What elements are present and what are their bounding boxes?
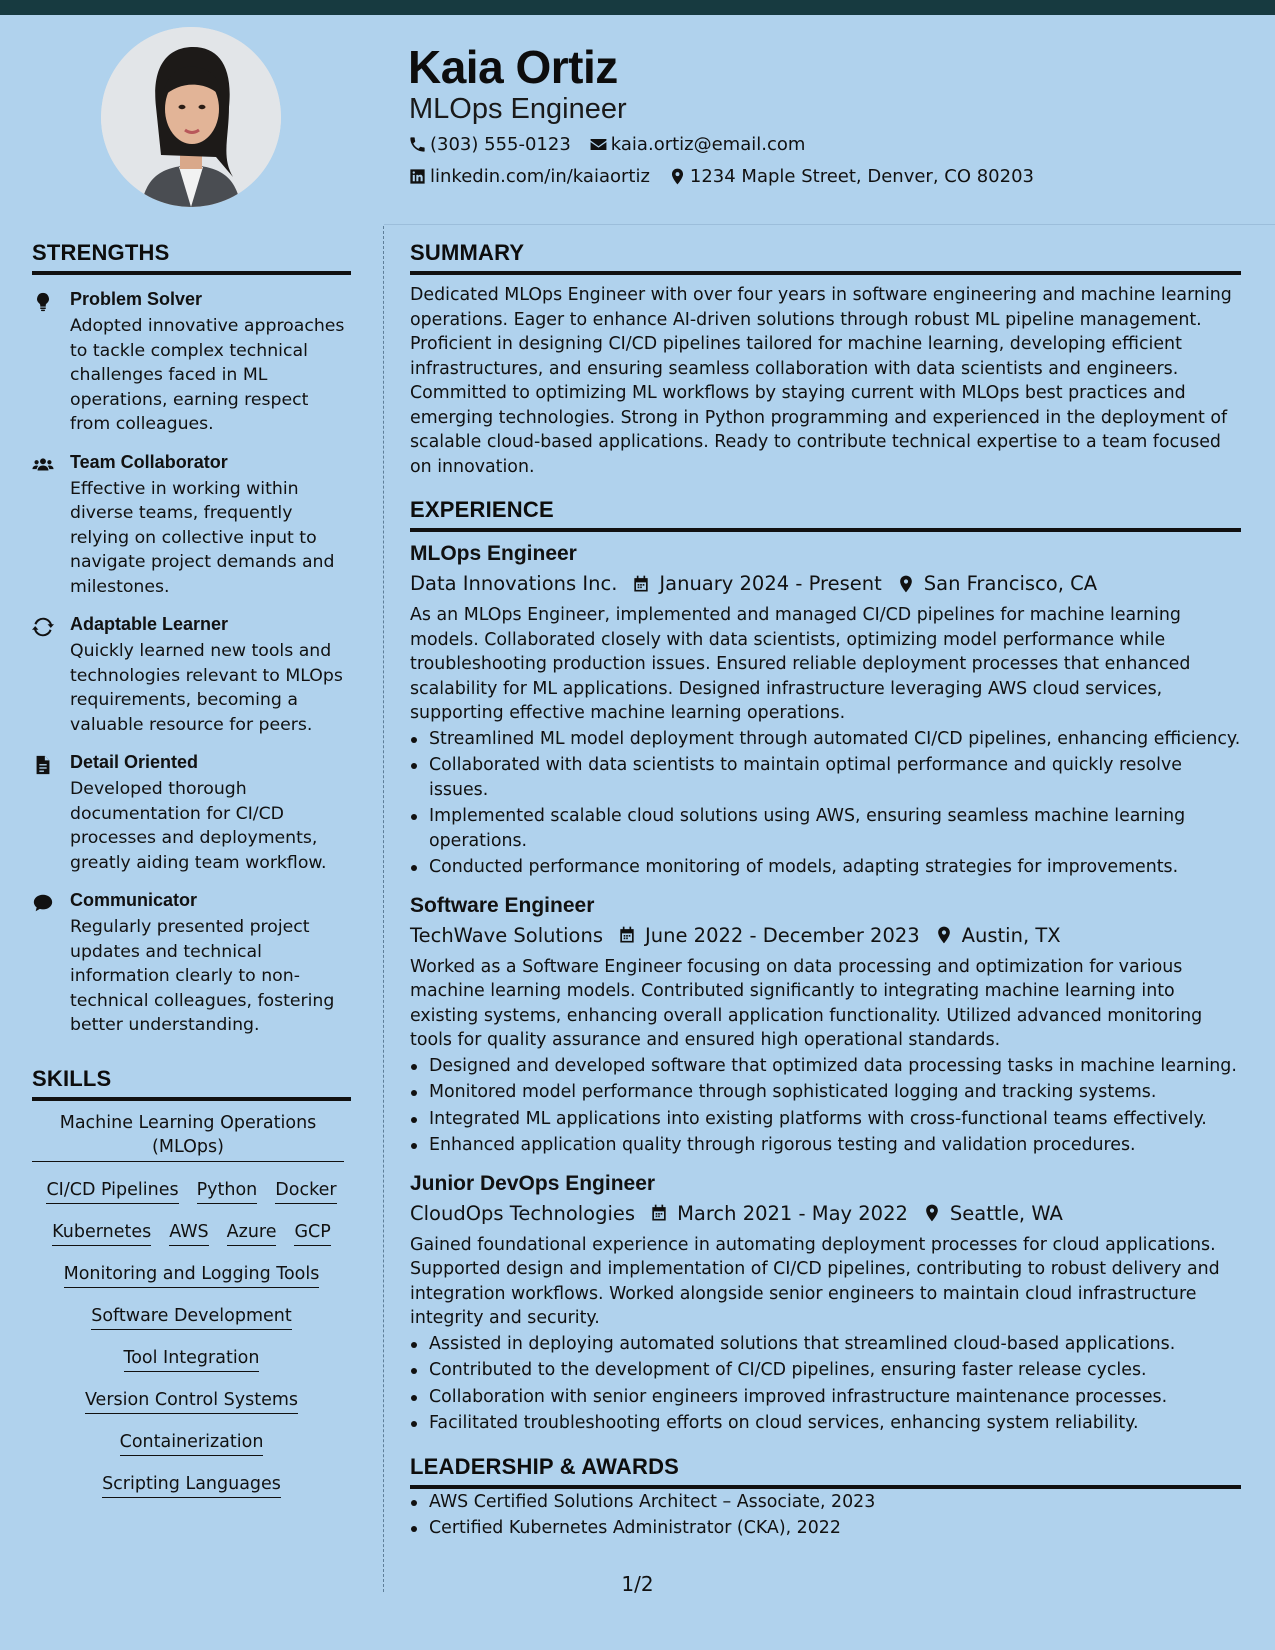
job-company: CloudOps Technologies xyxy=(410,1201,636,1225)
skill-tag: Kubernetes xyxy=(52,1222,151,1246)
candidate-title: MLOps Engineer xyxy=(409,93,627,125)
job-entry xyxy=(410,1172,1241,1436)
envelope-icon xyxy=(589,135,608,154)
skill-row xyxy=(32,1348,351,1372)
skill-tag: AWS xyxy=(169,1222,208,1246)
job-description: As an MLOps Engineer, implemented and managed CI/CD pipelines for machine learning models. Collaborated closely with data scientists, optimizing model performance while troubleshooting production issues. Ensured reliable deployment processes that enhanced scalability for ML applications. Designed infrastructure leveraging AWS cloud services, supporting effective machine learning operations. xyxy=(410,605,1191,723)
map-pin-icon xyxy=(896,574,916,594)
skill-row xyxy=(32,1432,351,1456)
map-pin-icon xyxy=(922,1203,942,1223)
list-item: Integrated ML applications into existing platforms with cross-functional teams effectively. xyxy=(410,1107,1241,1132)
strength-desc: Adopted innovative approaches to tackle complex technical challenges faced in ML operations, earning respect from colleagues. xyxy=(70,316,345,434)
linkedin-contact[interactable] xyxy=(408,166,650,187)
job-title: Software Engineer xyxy=(410,893,595,917)
skill-tag: Tool Integration xyxy=(124,1348,260,1372)
skill-tag: GCP xyxy=(294,1222,330,1246)
job-dates: March 2021 - May 2022 xyxy=(677,1201,908,1225)
contact-row-2 xyxy=(408,166,1052,187)
profile-photo xyxy=(101,27,281,207)
speech-bubble-icon xyxy=(32,892,54,914)
strength-item xyxy=(32,452,351,600)
strength-title: Problem Solver xyxy=(70,289,203,309)
skill-tag: Containerization xyxy=(120,1432,264,1456)
top-accent-bar xyxy=(0,0,1275,15)
address-contact xyxy=(668,166,1034,187)
phone-text: (303) 555-0123 xyxy=(430,134,571,155)
skill-row xyxy=(32,1474,351,1498)
skill-tag: Scripting Languages xyxy=(102,1474,281,1498)
job-company: TechWave Solutions xyxy=(410,923,603,947)
strengths-list xyxy=(32,289,351,1038)
list-item: Contributed to the development of CI/CD pipelines, ensuring faster release cycles. xyxy=(410,1358,1241,1383)
left-column xyxy=(32,240,351,1498)
awards-heading: LEADERSHIP & AWARDS xyxy=(410,1454,1241,1489)
phone-icon xyxy=(408,135,427,154)
list-item: Streamlined ML model deployment through automated CI/CD pipelines, enhancing efficiency. xyxy=(410,727,1241,752)
column-divider xyxy=(383,226,384,1592)
list-item: Assisted in deploying automated solutions that streamlined cloud-based applications. xyxy=(410,1332,1241,1357)
awards-list xyxy=(410,1490,1241,1541)
skill-tag: CI/CD Pipelines xyxy=(46,1180,178,1204)
contact-row-1 xyxy=(408,134,823,155)
job-meta xyxy=(410,572,1241,595)
calendar-icon xyxy=(631,574,651,594)
list-item: Certified Kubernetes Administrator (CKA), 2022 xyxy=(410,1516,1241,1541)
job-dates: June 2022 - December 2023 xyxy=(645,923,920,947)
users-icon xyxy=(32,454,54,476)
skill-row xyxy=(32,1264,351,1288)
calendar-icon xyxy=(649,1203,669,1223)
job-company: Data Innovations Inc. xyxy=(410,572,618,595)
job-description: Worked as a Software Engineer focusing on data processing and optimization for various machine learning models. Contributed significantly to integrating machine learning into existing systems, enhancing overall application functionality. Utilized advanced monitoring tools for quality assurance and ensured high operational standards. xyxy=(410,956,1203,1050)
job-title: Junior DevOps Engineer xyxy=(410,1171,656,1195)
job-location: Seattle, WA xyxy=(949,1201,1063,1225)
list-item: Enhanced application quality through rigorous testing and validation procedures. xyxy=(410,1133,1241,1158)
skill-tag: Python xyxy=(197,1180,258,1204)
skill-row xyxy=(32,1306,351,1330)
candidate-name: Kaia Ortiz xyxy=(408,41,618,93)
list-item: Collaborated with data scientists to maintain optimal performance and quickly resolve issues. xyxy=(410,753,1241,802)
skills-heading: SKILLS xyxy=(32,1066,351,1101)
skill-row xyxy=(32,1390,351,1414)
strength-desc: Regularly presented project updates and technical information clearly to non-technical colleagues, fostering better understanding. xyxy=(70,917,335,1035)
list-item: Implemented scalable cloud solutions using AWS, ensuring seamless machine learning operations. xyxy=(410,804,1241,853)
strength-title: Adaptable Learner xyxy=(70,614,229,634)
address-text: 1234 Maple Street, Denver, CO 80203 xyxy=(689,166,1034,187)
job-location: Austin, TX xyxy=(961,923,1061,947)
strength-desc: Effective in working within diverse teams, frequently relying on collective input to navigate project demands and milestones. xyxy=(70,478,335,597)
email-contact[interactable] xyxy=(589,134,806,155)
phone-contact[interactable] xyxy=(408,134,571,155)
experience-heading: EXPERIENCE xyxy=(410,497,1241,532)
summary-heading: SUMMARY xyxy=(410,240,1241,275)
skill-tag: Azure xyxy=(227,1222,277,1246)
calendar-icon xyxy=(617,925,637,945)
list-item: AWS Certified Solutions Architect – Associate, 2023 xyxy=(410,1490,1241,1515)
skill-tag: Software Development xyxy=(91,1306,292,1330)
job-bullets xyxy=(410,727,1241,880)
skills-list xyxy=(32,1111,351,1498)
linkedin-icon xyxy=(408,167,427,186)
strength-item xyxy=(32,752,351,875)
email-text: kaia.ortiz@email.com xyxy=(610,134,806,155)
skill-tag: Version Control Systems xyxy=(85,1390,298,1414)
job-entry xyxy=(410,894,1241,1158)
strength-desc: Quickly learned new tools and technologies relevant to MLOps requirements, becoming a valuable resource for peers. xyxy=(70,641,343,735)
skill-tag: Machine Learning Operations (MLOps) xyxy=(32,1111,344,1162)
skill-row xyxy=(32,1222,351,1246)
right-column xyxy=(410,240,1241,1559)
job-meta xyxy=(410,924,1241,947)
strengths-heading: STRENGTHS xyxy=(32,240,351,275)
strength-desc: Developed thorough documentation for CI/CD processes and deployments, greatly aiding team workflow. xyxy=(70,779,327,873)
list-item: Monitored model performance through sophisticated logging and tracking systems. xyxy=(410,1080,1241,1105)
strength-title: Communicator xyxy=(70,890,198,910)
job-bullets xyxy=(410,1054,1241,1158)
list-item: Collaboration with senior engineers improved infrastructure maintenance processes. xyxy=(410,1385,1241,1410)
map-pin-icon xyxy=(668,167,687,186)
job-bullets xyxy=(410,1332,1241,1436)
strength-item xyxy=(32,614,351,737)
job-title: MLOps Engineer xyxy=(410,542,577,565)
map-pin-icon xyxy=(934,925,954,945)
lightbulb-icon xyxy=(32,291,54,313)
job-location: San Francisco, CA xyxy=(923,572,1098,595)
strength-title: Team Collaborator xyxy=(70,451,228,472)
awards-section xyxy=(410,1454,1241,1541)
skill-tag: Docker xyxy=(275,1180,336,1204)
refresh-icon xyxy=(32,616,54,638)
job-entry xyxy=(410,542,1241,880)
skill-tag: Monitoring and Logging Tools xyxy=(64,1264,320,1288)
strength-item xyxy=(32,890,351,1038)
job-meta xyxy=(410,1202,1241,1225)
header-divider xyxy=(384,224,1275,225)
job-dates: January 2024 - Present xyxy=(659,572,882,595)
experience-section xyxy=(410,497,1241,1436)
strength-item xyxy=(32,289,351,437)
page-number: 1/2 xyxy=(621,1572,654,1596)
list-item: Conducted performance monitoring of models, adapting strategies for improvements. xyxy=(410,855,1241,880)
summary-section xyxy=(410,240,1241,479)
list-item: Designed and developed software that optimized data processing tasks in machine learning. xyxy=(410,1054,1241,1079)
strength-title: Detail Oriented xyxy=(70,752,199,772)
list-item: Facilitated troubleshooting efforts on cloud services, enhancing system reliability. xyxy=(410,1411,1241,1436)
job-description: Gained foundational experience in automating deployment processes for cloud applications. Supported design and implementation of CI/CD pipelines, contributing to robust delivery and integration workflows. Worked alongside senior engineers to maintain cloud infrastructure integrity and security. xyxy=(410,1234,1220,1328)
summary-text: Dedicated MLOps Engineer with over four years in software engineering and machine learning operations. Eager to enhance AI-driven solutions through robust ML pipeline management. Proficient in designing CI/CD pipelines tailored for machine learning, developing efficient infrastructures, and ensuring seamless collaboration with data scientists and engineers. Committed to optimizing ML workflows by staying current with MLOps best practices and emerging technologies. Strong in Python programming and experienced in the deployment of scalable cloud-based applications. Ready to contribute technical expertise to a team focused on innovation. xyxy=(410,285,1232,477)
document-icon xyxy=(32,754,54,776)
skill-row xyxy=(32,1180,351,1204)
linkedin-text: linkedin.com/in/kaiaortiz xyxy=(430,166,650,187)
